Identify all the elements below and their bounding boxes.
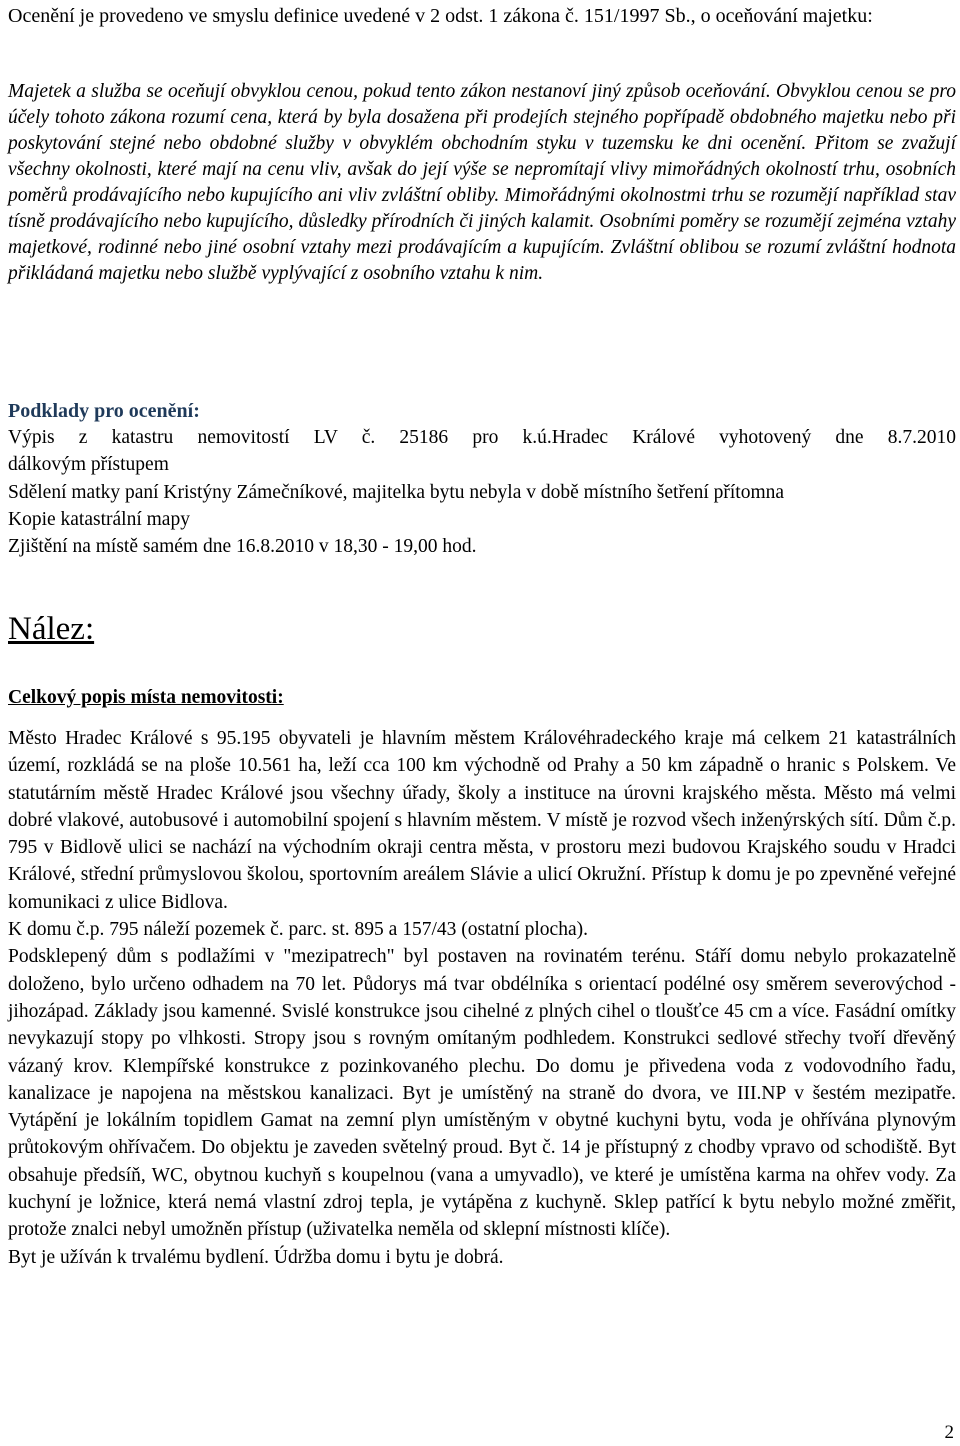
intro-paragraph: Ocenění je provedeno ve smyslu definice uvedené v 2 odst. 1 zákona č. 151/1997 Sb., o oceňování majetku: (8, 5, 873, 27)
location-description-body (8, 725, 956, 1271)
podklady-list (8, 424, 956, 560)
nalez-title: Nález: (8, 611, 95, 647)
legal-definition-block (8, 79, 956, 287)
podklady-line: Sdělení matky paní Kristýny Zámečníkové, majitelka bytu nebyla v době místního šetření přítomna (8, 481, 785, 503)
podklady-line: Výpis z katastru nemovitostí LV č. 25186 pro k.ú.Hradec Králové vyhotovený dne 8.7.2010 (8, 427, 956, 448)
body-paragraph: Podsklepený dům s podlažími v "mezipatrech" byl postaven na rovinatém terénu. Stáří domu nebylo prokazatelně doloženo, bylo určeno odhadem na 70 let. Půdorys má tvar obdélníka s orientací podélné osy směrem severovýchod - jihozápad. Základy jsou kamenné. Svislé konstrukce jsou cihelné z plných cihel o tloušťce 45 cm a více. Fasádní omítky nevykazují stopy po vlhkosti. Stropy jsou s rovným omítaným podhledem. Konstrukci sedlové střechy tvoří dřevěný vázaný krov. Klempířské konstrukce z pozinkovaného plechu. Do domu je přivedena voda z vodovodního řadu, kanalizace je napojena na městskou kanalizaci. Byt je umístěný na straně do dvora, ve III.NP v šestém mezipatře. Vytápění je lokálním topidlem Gamat na zemní plyn umístěným v obytné kuchyni bytu, voda je ohřívána plynovým průtokovým ohřívačem. Do objektu je zaveden světelný proud. Byt č. 14 je přístupný z chodby vpravo od schodiště. Byt obsahuje předsíň, WC, obytnou kuchyň s koupelnou (vana a umyvadlo), ve které je umístěna karma na ohřev vody. Za kuchyní je ložnice, která nemá vlastní zdroj tepla, je vytápěna z kuchyně. Sklep patřící k bytu nebylo možné změřit, protože znalci nebyl umožněn přístup (uživatelka neměla od sklepní místnosti klíče). (8, 946, 956, 1241)
podklady-heading: Podklady pro ocenění: (8, 400, 200, 422)
body-paragraph: K domu č.p. 795 náleží pozemek č. parc. st. 895 a 157/43 (ostatní plocha). (8, 919, 588, 941)
legal-definition-paragraph: Majetek a služba se oceňují obvyklou cenou, pokud tento zákon nestanoví jiný způsob oceňování. Obvyklou cenou se pro účely tohoto zákona rozumí cena, která by byla dosažena při prodejích stejného popřípadě obdobného majetku nebo při poskytování stejné nebo obdobné služby v obvyklém obchodním styku v tuzemsku ke dni ocenění. Přitom se zvažují všechny okolnosti, které mají na cenu vliv, avšak do její výše se nepromítají vlivy mimořádných okolností trhu, osobních poměrů prodávajícího nebo kupujícího ani vliv zvláštní obliby. Mimořádnými okolnostmi trhu se rozumějí například stav tísně prodávajícího nebo kupujícího, důsledky přírodních či jiných kalamit. Osobními poměry se rozumějí zejména vztahy majetkové, rodinné nebo jiné osobní vztahy mezi prodávajícím a kupujícím. Zvláštní oblibou se rozumí zvláštní hodnota přikládaná majetku nebo službě vyplývající z osobního vztahu k nim. (8, 81, 956, 284)
location-description-heading: Celkový popis místa nemovitosti: (8, 687, 284, 708)
podklady-line: Kopie katastrální mapy (8, 508, 190, 530)
body-paragraph: Byt je užíván k trvalému bydlení. Údržba domu i bytu je dobrá. (8, 1246, 504, 1268)
podklady-line: Zjištění na místě samém dne 16.8.2010 v 18,30 - 19,00 hod. (8, 536, 477, 558)
intro-block (8, 2, 956, 30)
podklady-line: dálkovým přístupem (8, 454, 169, 476)
page-number: 2 (944, 1422, 954, 1443)
body-paragraph: Město Hradec Králové s 95.195 obyvateli je hlavním městem Královéhradeckého kraje má celkem 21 katastrálních území, rozkládá se na ploše 10.561 ha, leží cca 100 km východně od Prahy a 50 km západně o hranic s Polskem. Ve statutárním městě Hradec Králové jsou všechny úřady, školy a instituce na úrovni krajského města. Město má velmi dobré vlakové, autobusové i automobilní spojení s hlavním městem. V místě je rozvod všech inženýrských sítí. Dům č.p. 795 v Bidlově ulici se nachází na východním okraji centra města, v prostoru mezi budovou Krajského soudu v Hradci Králové, střední průmyslovou školou, sportovním areálem Slávie a ulicí Okružní. Přístup k domu je po zpevněné veřejné komunikaci z ulice Bidlova. (8, 728, 956, 913)
